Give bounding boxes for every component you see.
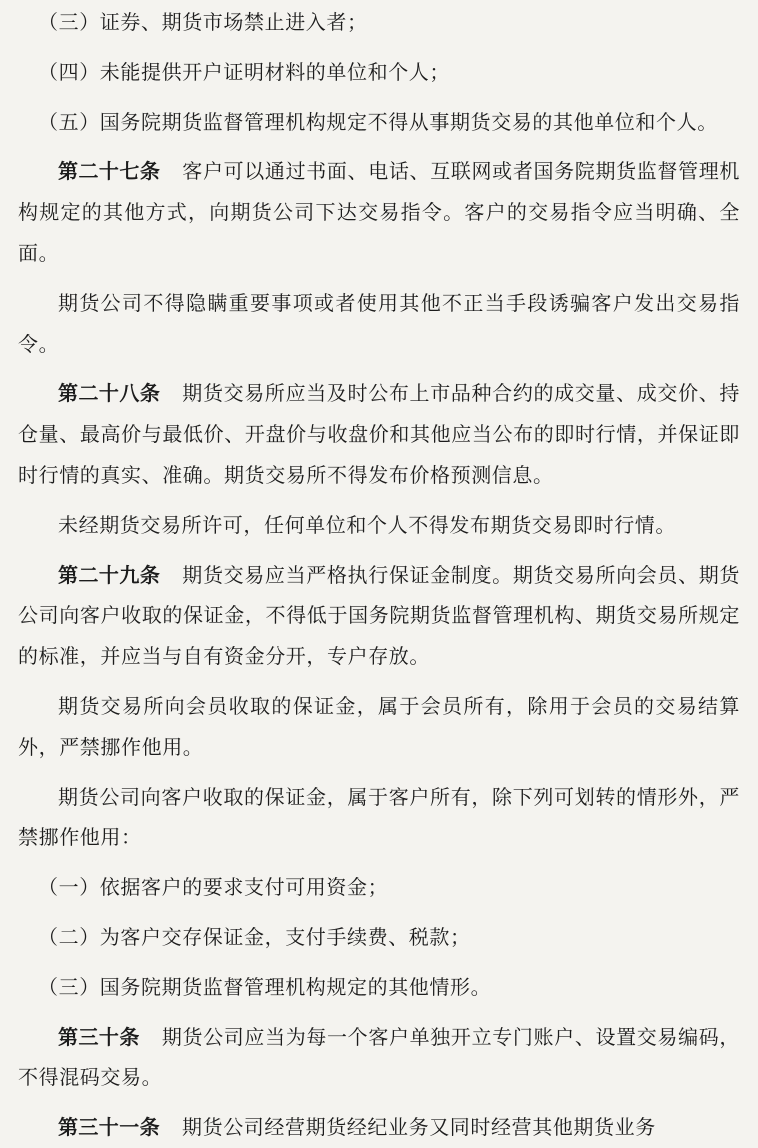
list-item-2 (18, 917, 740, 958)
paragraph-text: （四）未能提供开户证明材料的单位和个人； (38, 59, 450, 84)
paragraph-text: （三）国务院期货监督管理机构规定的其他情形。 (38, 974, 492, 999)
article-text: 客户可以通过书面、电话、互联网或者国务院期货监督管理机构规定的其他方式，向期货公司下达交易指令。客户的交易指令应当明确、全面。 (18, 159, 741, 265)
article-text: 期货交易所应当及时公布上市品种合约的成交量、成交价、持仓量、最高价与最低价、开盘价与收盘价和其他应当公布的即时行情，并保证即时行情的真实、准确。期货交易所不得发布价格预测信息。 (18, 381, 741, 487)
list-item-3b (18, 967, 740, 1008)
paragraph-text: （一）依据客户的要求支付可用资金； (38, 875, 389, 900)
paragraph-text: （五）国务院期货监督管理机构规定不得从事期货交易的其他单位和个人。 (38, 109, 718, 134)
article-text: 期货公司应当为每一个客户单独开立专门账户、设置交易编码，不得混码交易。 (18, 1024, 740, 1090)
article-label: 第三十条 (58, 1024, 140, 1049)
article-text: 期货交易应当严格执行保证金制度。期货交易所向会员、期货公司向客户收取的保证金，不得低于国务院期货监督管理机构、期货交易所规定的标准，并应当与自有资金分开，专户存放。 (18, 562, 741, 669)
article-text: 期货公司经营期货经纪业务又同时经营其他期货业务 (182, 1115, 656, 1140)
list-item-4 (18, 52, 740, 93)
list-item-1 (18, 867, 740, 908)
article-28 (18, 373, 740, 495)
paragraph (18, 777, 740, 859)
article-label: 第三十一条 (58, 1115, 160, 1140)
article-30 (18, 1017, 740, 1099)
article-27 (18, 151, 740, 273)
article-31 (18, 1107, 740, 1148)
article-29 (18, 555, 740, 677)
paragraph-text: （二）为客户交存保证金，支付手续费、税款； (38, 924, 471, 949)
paragraph (18, 686, 740, 768)
paragraph (18, 505, 740, 546)
paragraph-text: 期货公司向客户收取的保证金，属于客户所有，除下列可划转的情形外，严禁挪作他用： (18, 784, 740, 850)
paragraph-text: （三）证券、期货市场禁止进入者； (38, 10, 368, 34)
list-item-3 (18, 2, 740, 43)
list-item-5 (18, 102, 740, 143)
article-label: 第二十八条 (58, 381, 161, 406)
paragraph-text: 未经期货交易所许可，任何单位和个人不得发布期货交易即时行情。 (58, 512, 676, 537)
paragraph-text: 期货公司不得隐瞒重要事项或者使用其他不正当手段诱骗客户发出交易指令。 (18, 290, 740, 356)
paragraph (18, 283, 740, 365)
article-label: 第二十九条 (58, 562, 161, 587)
paragraph-text: 期货交易所向会员收取的保证金，属于会员所有，除用于会员的交易结算外，严禁挪作他用。 (18, 693, 740, 759)
article-label: 第二十七条 (58, 159, 161, 184)
